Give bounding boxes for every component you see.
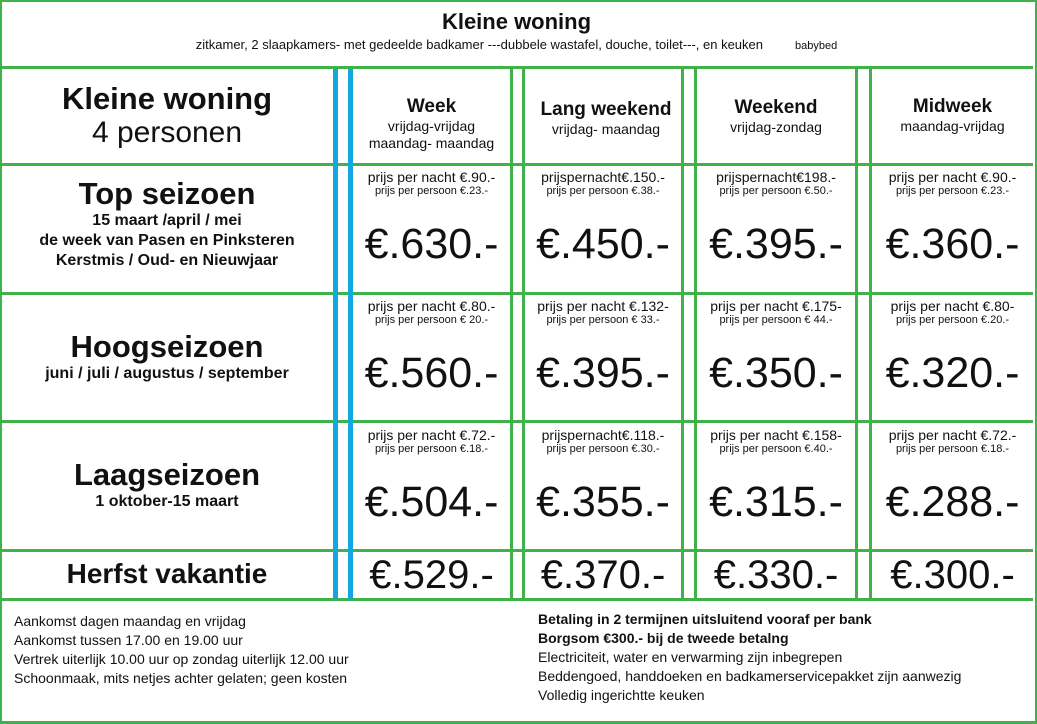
footer-line: Schoonmaak, mits netjes achter gelaten; geen kosten (14, 670, 348, 686)
price-cell (872, 298, 1033, 397)
price-per-person: prijs per persoon €.50.- (719, 185, 833, 197)
total-price: €.370.- (540, 553, 666, 597)
row-divider (0, 420, 1033, 423)
row-divider (0, 292, 1033, 295)
row-header-top-seizoen (0, 177, 334, 271)
col-header-midweek (872, 96, 1033, 135)
price-per-person: prijs per persoon €.40.- (719, 443, 833, 455)
col-sub: vrijdag-vrijdag (387, 118, 476, 134)
total-price: €.315.- (709, 478, 843, 526)
price-per-night: prijspernacht€.150.- (541, 169, 665, 185)
price-per-person: prijs per persoon € 20.- (374, 314, 489, 326)
total-price: €.300.- (890, 553, 1015, 597)
col-header-lang-weekend (525, 99, 687, 138)
price-per-night: prijs per nacht €.80.- (367, 298, 496, 314)
col-sub: maandag- maandag (368, 135, 495, 151)
col-sub: vrijdag- maandag (551, 121, 661, 137)
price-cell (697, 169, 855, 268)
price-cell (872, 169, 1033, 268)
corner-cell (0, 82, 334, 150)
price-cell (872, 427, 1033, 526)
row-detail: Kerstmis / Oud- en Nieuwjaar (55, 252, 279, 269)
babybed-note: babybed (795, 40, 838, 52)
col-header-week (353, 96, 510, 152)
total-price: €.630.- (364, 220, 499, 268)
col-title: Weekend (734, 97, 818, 118)
price-per-person: prijs per persoon €.23.- (374, 185, 489, 197)
price-per-night: prijs per nacht €.132- (537, 298, 669, 314)
total-price: €.330.- (713, 553, 839, 597)
row-detail: de week van Pasen en Pinksteren (39, 232, 295, 249)
row-detail: 1 oktober-15 maart (95, 493, 239, 510)
row-title: Top seizoen (78, 176, 256, 211)
price-per-night: prijspernacht€.118.- (541, 427, 665, 443)
footer-line: Beddengoed, handdoeken en badkamerservicepakket zijn aanwezig (538, 668, 962, 684)
price-per-person: prijs per persoon €.38.- (546, 185, 660, 197)
footer-line: Aankomst tussen 17.00 en 19.00 uur (14, 632, 243, 648)
total-price: €.504.- (364, 478, 499, 526)
corner-title: Kleine woning (61, 81, 273, 116)
column-divider (855, 69, 858, 600)
total-price: €.450.- (536, 220, 670, 268)
price-per-person: prijs per persoon €.20.- (895, 314, 1010, 326)
row-divider (0, 163, 1033, 166)
row-header-hoogseizoen (0, 330, 334, 384)
price-per-night: prijspernacht€198.- (716, 169, 836, 185)
price-cell (525, 169, 681, 268)
price-per-night: prijs per nacht €.72.- (367, 427, 496, 443)
footer-payment-info (538, 610, 961, 705)
header (0, 0, 1033, 69)
price-per-night: prijs per nacht €.90.- (888, 169, 1017, 185)
price-per-night: prijs per nacht €.90.- (367, 169, 496, 185)
price-per-person: prijs per persoon € 44.- (719, 314, 833, 326)
total-price: €.395.- (709, 220, 843, 268)
total-price: €.560.- (364, 349, 499, 397)
price-per-person: prijs per persoon €.30.- (546, 443, 660, 455)
footer-arrival-info (14, 612, 349, 688)
row-title: Herfst vakantie (66, 558, 268, 589)
col-sub: maandag-vrijdag (900, 118, 1005, 134)
row-header-laagseizoen (0, 458, 334, 512)
row-title: Laagseizoen (73, 457, 261, 492)
total-price: €.360.- (885, 220, 1020, 268)
total-price: €.355.- (536, 478, 670, 526)
price-cell (353, 169, 510, 268)
col-header-weekend (697, 97, 855, 136)
price-per-person: prijs per persoon €.18.- (895, 443, 1010, 455)
footer-line: Aankomst dagen maandag en vrijdag (14, 613, 246, 629)
header-subtitle-line (0, 37, 1033, 54)
price-cell (353, 552, 510, 598)
column-divider (681, 69, 684, 600)
row-header-herfst-vakantie (0, 557, 334, 591)
row-detail: 15 maart /april / mei (92, 212, 242, 229)
column-divider (510, 69, 513, 600)
col-title: Midweek (912, 96, 993, 117)
price-per-night: prijs per nacht €.72.- (888, 427, 1017, 443)
price-per-night: prijs per nacht €.80- (890, 298, 1015, 314)
total-price: €.288.- (885, 478, 1020, 526)
total-price: €.320.- (885, 349, 1020, 397)
row-detail: juni / juli / augustus / september (45, 365, 289, 382)
footer-line-bold: Borgsom €300.- bij de tweede betalng (538, 630, 789, 646)
price-per-person: prijs per persoon €.23.- (895, 185, 1010, 197)
footer-line: Vertrek uiterlijk 10.00 uur op zondag uiterlijk 12.00 uur (14, 651, 349, 667)
col-title: Week (406, 96, 457, 117)
price-cell (353, 427, 510, 526)
price-cell (525, 552, 681, 598)
col-sub: vrijdag-zondag (730, 119, 822, 135)
total-price: €.395.- (536, 349, 670, 397)
price-cell (697, 427, 855, 526)
price-per-person: prijs per persoon € 33.- (546, 314, 660, 326)
footer-line-bold: Betaling in 2 termijnen uitsluitend vooraf per bank (538, 611, 872, 627)
row-divider (0, 598, 1033, 601)
row-title: Hoogseizoen (70, 329, 264, 364)
price-cell (525, 298, 681, 397)
price-per-person: prijs per persoon €.18.- (374, 443, 489, 455)
total-price: €.529.- (369, 553, 494, 597)
price-per-night: prijs per nacht €.158- (710, 427, 842, 443)
price-cell (697, 298, 855, 397)
price-cell (697, 552, 855, 598)
col-title: Lang weekend (540, 99, 672, 120)
footer-line: Volledig ingerichtte keuken (538, 687, 705, 703)
total-price: €.350.- (709, 349, 843, 397)
header-subtitle: zitkamer, 2 slaapkamers- met gedeelde badkamer ---dubbele wastafel, douche, toilet---, en keuken (195, 37, 763, 52)
footer-line: Electriciteit, water en verwarming zijn inbegrepen (538, 649, 843, 665)
price-per-night: prijs per nacht €.175- (710, 298, 842, 314)
price-cell (872, 552, 1033, 598)
header-title: Kleine woning (441, 9, 592, 34)
corner-subtitle: 4 personen (91, 116, 243, 149)
price-cell (525, 427, 681, 526)
price-cell (353, 298, 510, 397)
